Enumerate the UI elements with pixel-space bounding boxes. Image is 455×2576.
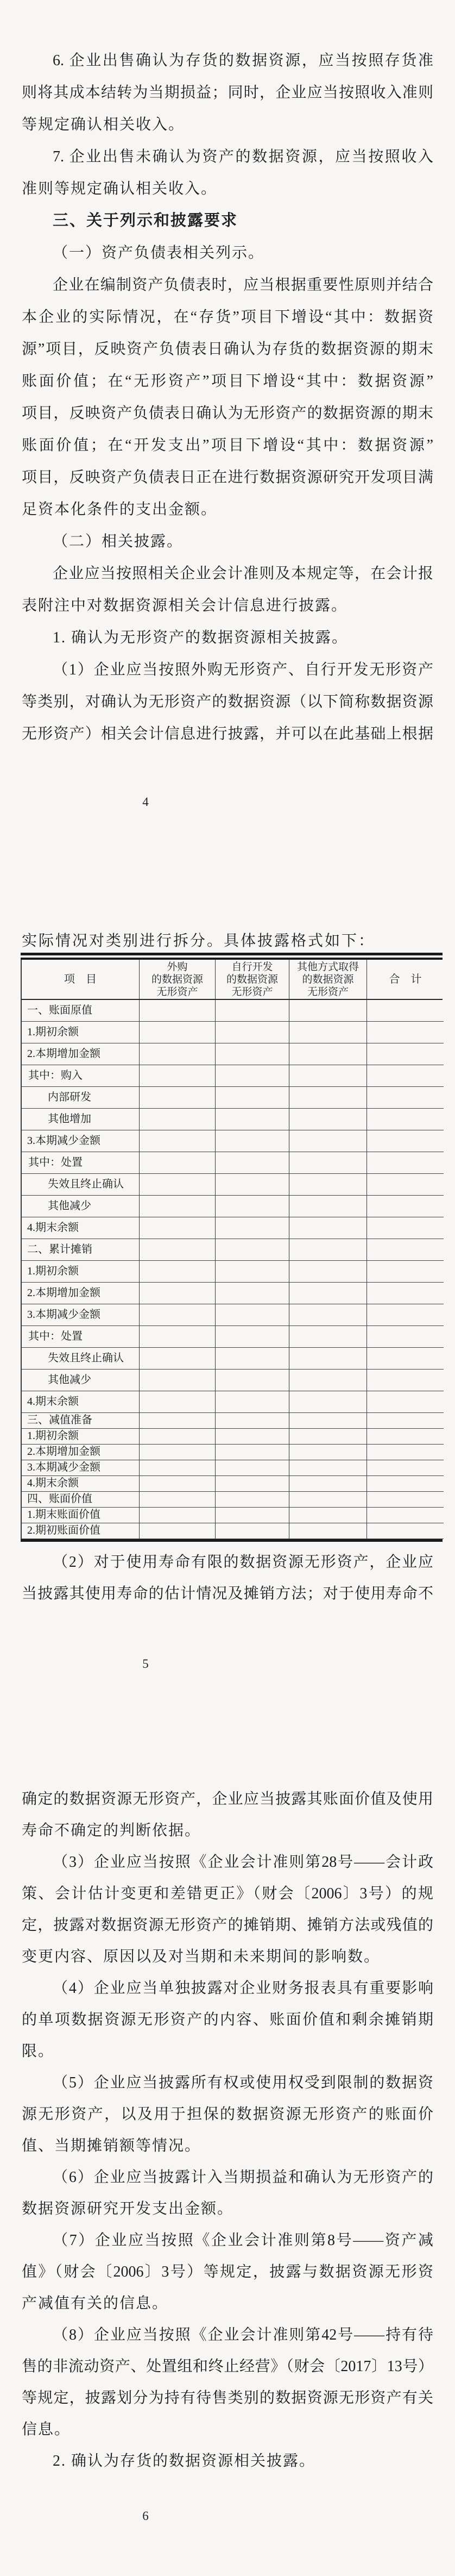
- row-label-cell: 其中：处置: [22, 1152, 140, 1174]
- text-line: 企业应当按照相关企业会计准则及本规定等，在会计报: [53, 565, 433, 582]
- table-row: [21, 1000, 443, 1022]
- value-cell: [367, 1065, 444, 1087]
- row-label-cell: 2.本期增加金额: [22, 1283, 140, 1304]
- header-label-line: 无形资产: [231, 986, 273, 998]
- value-cell: [216, 1000, 289, 1022]
- text-line: 本企业的实际情况，在“存货”项目下增设“其中：数据资: [22, 309, 433, 326]
- value-cell: [216, 1043, 289, 1065]
- value-cell: [216, 1261, 289, 1283]
- value-cell: [289, 1523, 367, 1539]
- value-cell: [216, 1087, 289, 1109]
- table-row: [21, 1492, 443, 1508]
- value-cell: [289, 1370, 367, 1391]
- value-cell: [140, 1174, 216, 1196]
- value-cell: [289, 1130, 367, 1152]
- value-cell: [140, 1348, 216, 1370]
- table-row: [21, 1130, 443, 1152]
- value-cell: [289, 1460, 367, 1476]
- value-cell: [216, 1304, 289, 1326]
- row-label-cell: 1.期初余额: [22, 1022, 140, 1043]
- value-cell: [216, 1523, 289, 1539]
- value-cell: [140, 1196, 216, 1217]
- value-cell: [140, 1022, 216, 1043]
- value-cell: [140, 1460, 216, 1476]
- text-line: （一）资产负债表相关列示。: [53, 245, 265, 261]
- row-label-cell: 其他增加: [22, 1109, 140, 1130]
- text-line: 源”项目，反映资产负债表日确认为存货的数据资源的期末: [22, 341, 433, 358]
- page-number: 5: [142, 1657, 149, 1671]
- row-label-cell: 4.期末余额: [22, 1391, 140, 1413]
- value-cell: [289, 1413, 367, 1429]
- value-cell: [140, 1065, 216, 1087]
- value-cell: [289, 1391, 367, 1413]
- text-line: 则将其成本结转为当期损益；同时，企业应当按照收入准则: [22, 84, 433, 101]
- table-row: [21, 1476, 443, 1492]
- text-line: 当披露其使用寿命的估计情况及摊销方法；对于使用寿命不: [22, 1585, 433, 1602]
- value-cell: [367, 1283, 444, 1304]
- row-label-cell: 一、账面原值: [22, 1000, 140, 1022]
- value-cell: [289, 1000, 367, 1022]
- table-header-cell: [216, 960, 289, 999]
- value-cell: [289, 1043, 367, 1065]
- table-row: [21, 1022, 443, 1043]
- value-cell: [216, 1065, 289, 1087]
- text-line: 三、关于列示和披露要求: [53, 212, 238, 229]
- table-header-cell: [22, 960, 140, 999]
- value-cell: [289, 1429, 367, 1445]
- value-cell: [367, 1196, 444, 1217]
- value-cell: [367, 1348, 444, 1370]
- row-label-cell: 3.本期减少金额: [22, 1460, 140, 1476]
- table-header-cell: [140, 960, 216, 999]
- header-label-line: 自行开发: [231, 961, 273, 973]
- text-line: 2. 确认为存货的数据资源相关披露。: [53, 2453, 316, 2469]
- value-cell: [216, 1130, 289, 1152]
- table-body: [21, 1000, 443, 1539]
- table-row: [21, 1304, 443, 1326]
- header-label-line: 无形资产: [307, 986, 349, 998]
- value-cell: [289, 1174, 367, 1196]
- text-line: 账面价值；在“无形资产”项目下增设“其中：数据资源”: [22, 373, 433, 390]
- value-cell: [289, 1109, 367, 1130]
- header-label: 项 目: [64, 973, 97, 985]
- text-line: 数据资源研究开发支出金额。: [22, 2200, 234, 2217]
- value-cell: [140, 1413, 216, 1429]
- row-label-cell: 4.期末余额: [22, 1476, 140, 1492]
- text-line: 足资本化条件的支出金额。: [22, 501, 218, 518]
- value-cell: [367, 1130, 444, 1152]
- value-cell: [140, 1326, 216, 1348]
- page-number: 4: [142, 795, 149, 809]
- row-label-cell: 其中：购入: [22, 1065, 140, 1087]
- row-label-cell: 失效且终止确认: [22, 1348, 140, 1370]
- text-line: 1. 确认为无形资产的数据资源相关披露。: [53, 629, 349, 646]
- table-row: [21, 1174, 443, 1196]
- value-cell: [216, 1413, 289, 1429]
- value-cell: [367, 1174, 444, 1196]
- table-row: [21, 1261, 443, 1283]
- page-5-text-block: [22, 1547, 433, 1610]
- header-label-line: 的数据资源: [302, 973, 354, 985]
- text-line: 7. 企业出售未确认为资产的数据资源，应当按照收入: [53, 148, 433, 165]
- value-cell: [289, 1087, 367, 1109]
- text-line: 寿命不确定的判断依据。: [22, 1822, 201, 1839]
- value-cell: [367, 1022, 444, 1043]
- page-number: 6: [142, 2509, 149, 2523]
- value-cell: [216, 1445, 289, 1460]
- text-line: （8）企业应当按照《企业会计准则第42号——持有待: [53, 2327, 433, 2343]
- table-row: [21, 1523, 443, 1539]
- text-line: 准则等规定确认相关收入。: [22, 180, 218, 197]
- value-cell: [216, 1152, 289, 1174]
- value-cell: [367, 1445, 444, 1460]
- row-label-cell: 其中：处置: [22, 1326, 140, 1348]
- value-cell: [367, 1429, 444, 1445]
- text-line: （3）企业应当按照《企业会计准则第28号——会计政: [53, 1854, 433, 1871]
- text-line: 项目，反映资产负债表日正在进行数据资源研究开发项目满: [22, 469, 433, 486]
- table-bottom-rule: [21, 1539, 443, 1542]
- header-label-line: 的数据资源: [226, 973, 278, 985]
- value-cell: [367, 1460, 444, 1476]
- text-line: （二）相关披露。: [53, 533, 184, 550]
- value-cell: [140, 1000, 216, 1022]
- value-cell: [367, 1000, 444, 1022]
- table-row: [21, 1429, 443, 1445]
- table-intro-line: 实际情况对类别进行拆分。具体披露格式如下：: [22, 933, 376, 949]
- value-cell: [367, 1523, 444, 1539]
- text-line: 6. 企业出售确认为存货的数据资源，应当按照存货准: [53, 52, 433, 69]
- value-cell: [367, 1239, 444, 1261]
- text-line: 策、会计估计变更和差错更正》（财会〔2006〕3号）的规: [22, 1885, 433, 1902]
- value-cell: [140, 1043, 216, 1065]
- row-label-cell: 2.本期增加金额: [22, 1445, 140, 1460]
- value-cell: [216, 1239, 289, 1261]
- value-cell: [289, 1304, 367, 1326]
- value-cell: [216, 1022, 289, 1043]
- value-cell: [289, 1217, 367, 1239]
- value-cell: [140, 1523, 216, 1539]
- value-cell: [140, 1283, 216, 1304]
- table-row: [21, 1445, 443, 1460]
- value-cell: [289, 1196, 367, 1217]
- table-row: [21, 1460, 443, 1476]
- value-cell: [289, 1492, 367, 1508]
- row-label-cell: 失效且终止确认: [22, 1174, 140, 1196]
- text-line: （1）企业应当按照外购无形资产、自行开发无形资产: [53, 661, 433, 678]
- text-line: 等规定，披露划分为持有待售类别的数据资源无形资产有关: [22, 2390, 433, 2406]
- row-label-cell: 3.本期减少金额: [22, 1304, 140, 1326]
- table-row: [21, 1413, 443, 1429]
- value-cell: [367, 1152, 444, 1174]
- table-row: [21, 1087, 443, 1109]
- value-cell: [216, 1508, 289, 1523]
- table-row: [21, 1326, 443, 1348]
- text-line: 项目，反映资产负债表日确认为无形资产的数据资源的期末: [22, 405, 433, 422]
- value-cell: [367, 1326, 444, 1348]
- value-cell: [216, 1391, 289, 1413]
- value-cell: [289, 1022, 367, 1043]
- value-cell: [216, 1460, 289, 1476]
- value-cell: [367, 1304, 444, 1326]
- table-header-cell: [289, 960, 367, 999]
- row-label-cell: 1.期末账面价值: [22, 1508, 140, 1523]
- row-label-cell: 二、累计摊销: [22, 1239, 140, 1261]
- value-cell: [289, 1152, 367, 1174]
- value-cell: [289, 1348, 367, 1370]
- row-label-cell: 内部研发: [22, 1087, 140, 1109]
- text-line: 企业在编制资产负债表时，应当根据重要性原则并结合: [53, 277, 433, 293]
- value-cell: [140, 1508, 216, 1523]
- page-6-text-block: [22, 1784, 433, 2477]
- text-line: 值》（财会〔2006〕3号）等规定，披露与数据资源无形资: [22, 2264, 433, 2280]
- disclosure-table: [21, 953, 443, 1542]
- row-label-cell: 1.期初余额: [22, 1429, 140, 1445]
- text-line: 等类别，对确认为无形资产的数据资源（以下简称数据资源: [22, 693, 433, 710]
- value-cell: [216, 1217, 289, 1239]
- value-cell: [367, 1476, 444, 1492]
- value-cell: [140, 1239, 216, 1261]
- value-cell: [216, 1326, 289, 1348]
- text-line: 信息。: [22, 2421, 71, 2438]
- table-row: [21, 1508, 443, 1523]
- table-row: [21, 1370, 443, 1391]
- value-cell: [140, 1130, 216, 1152]
- value-cell: [216, 1429, 289, 1445]
- table-row: [21, 1348, 443, 1370]
- row-label-cell: 2.期初账面价值: [22, 1523, 140, 1539]
- text-line: 变更内容、原因以及对当期和未来期间的影响数。: [22, 1948, 381, 1965]
- text-line: 无形资产）相关会计信息进行披露，并可以在此基础上根据: [22, 726, 433, 742]
- text-line: 等规定确认相关收入。: [22, 116, 185, 133]
- value-cell: [216, 1109, 289, 1130]
- value-cell: [140, 1445, 216, 1460]
- text-line: 产减值有关的信息。: [22, 2295, 169, 2312]
- value-cell: [289, 1239, 367, 1261]
- value-cell: [367, 1043, 444, 1065]
- text-line: （6）企业应当披露计入当期损益和确认为无形资产的: [53, 2169, 433, 2186]
- table-row: [21, 1043, 443, 1065]
- value-cell: [367, 1391, 444, 1413]
- row-label-cell: 其他减少: [22, 1196, 140, 1217]
- text-line: （5）企业应当披露所有权或使用权受到限制的数据资: [53, 2074, 433, 2091]
- row-label-cell: 2.本期增加金额: [22, 1043, 140, 1065]
- value-cell: [367, 1109, 444, 1130]
- value-cell: [367, 1087, 444, 1109]
- text-line: 账面价值；在“开发支出”项目下增设“其中：数据资源”: [22, 437, 433, 454]
- table-header-row: [21, 960, 443, 1000]
- page-4-text-block: [22, 45, 433, 750]
- value-cell: [216, 1174, 289, 1196]
- header-label-line: 的数据资源: [151, 973, 203, 985]
- table-row: [21, 1065, 443, 1087]
- value-cell: [140, 1370, 216, 1391]
- header-label-line: 其他方式取得: [296, 961, 359, 973]
- table-header-cell: [367, 960, 444, 999]
- value-cell: [216, 1370, 289, 1391]
- text-line: 定，披露对数据资源无形资产的摊销期、摊销方法或残值的: [22, 1917, 433, 1934]
- row-label-cell: 四、账面价值: [22, 1492, 140, 1508]
- value-cell: [140, 1391, 216, 1413]
- text-line: 售的非流动资产、处置组和终止经营》（财会〔2017〕13号）: [22, 2358, 433, 2375]
- header-label-line: 无形资产: [156, 986, 198, 998]
- value-cell: [140, 1492, 216, 1508]
- value-cell: [216, 1196, 289, 1217]
- value-cell: [140, 1261, 216, 1283]
- table-row: [21, 1217, 443, 1239]
- value-cell: [216, 1283, 289, 1304]
- value-cell: [367, 1370, 444, 1391]
- row-label-cell: 其他减少: [22, 1370, 140, 1391]
- value-cell: [140, 1217, 216, 1239]
- value-cell: [216, 1492, 289, 1508]
- value-cell: [289, 1508, 367, 1523]
- header-label-line: 外购: [167, 961, 188, 973]
- text-line: （4）企业应当单独披露对企业财务报表具有重要影响: [53, 1980, 433, 1997]
- table-top-double-rule: [21, 953, 443, 960]
- value-cell: [216, 1476, 289, 1492]
- value-cell: [289, 1445, 367, 1460]
- value-cell: [289, 1283, 367, 1304]
- table-row: [21, 1152, 443, 1174]
- table-row: [21, 1391, 443, 1413]
- value-cell: [367, 1413, 444, 1429]
- value-cell: [140, 1152, 216, 1174]
- value-cell: [289, 1065, 367, 1087]
- table-row: [21, 1196, 443, 1217]
- table-row: [21, 1283, 443, 1304]
- header-label: 合 计: [389, 973, 422, 985]
- table-row: [21, 1109, 443, 1130]
- value-cell: [216, 1348, 289, 1370]
- text-line: 确定的数据资源无形资产，企业应当披露其账面价值及使用: [22, 1791, 433, 1808]
- value-cell: [367, 1492, 444, 1508]
- value-cell: [367, 1217, 444, 1239]
- row-label-cell: 3.本期减少金额: [22, 1130, 140, 1152]
- row-label-cell: 三、减值准备: [22, 1413, 140, 1429]
- text-line: 值、当期摊销额等情况。: [22, 2137, 201, 2154]
- value-cell: [140, 1109, 216, 1130]
- value-cell: [367, 1508, 444, 1523]
- value-cell: [289, 1476, 367, 1492]
- text-line: （7）企业应当按照《企业会计准则第8号——资产减: [53, 2232, 433, 2249]
- text-line: （2）对于使用寿命有限的数据资源无形资产，企业应: [53, 1554, 433, 1571]
- text-line: 源无形资产，以及用于担保的数据资源无形资产的账面价: [22, 2106, 433, 2123]
- text-line: 的单项数据资源无形资产的内容、账面价值和剩余摊销期: [22, 2011, 433, 2028]
- value-cell: [367, 1261, 444, 1283]
- value-cell: [289, 1261, 367, 1283]
- text-line: 表附注中对数据资源相关会计信息进行披露。: [22, 597, 348, 614]
- row-label-cell: 4.期末余额: [22, 1217, 140, 1239]
- value-cell: [140, 1087, 216, 1109]
- value-cell: [140, 1304, 216, 1326]
- value-cell: [289, 1326, 367, 1348]
- text-line: 限。: [22, 2043, 55, 2060]
- value-cell: [140, 1429, 216, 1445]
- table-row: [21, 1239, 443, 1261]
- row-label-cell: 1.期初余额: [22, 1261, 140, 1283]
- value-cell: [140, 1476, 216, 1492]
